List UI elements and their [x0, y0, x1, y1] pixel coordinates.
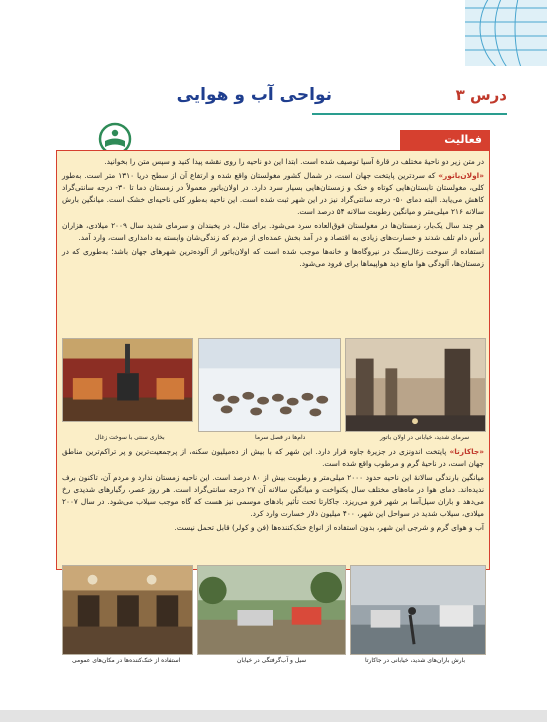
activity-text-jakarta	[62, 446, 484, 536]
jakarta-cooling-paragraph: آب و هوای گرم و شرجی این شهر، بدون استفاده از انواع خنک‌کننده‌ها (فن و کولر) قابل تحمل نیست.	[174, 523, 484, 532]
intro-paragraph: در متن زیر دو ناحیهٔ مختلف در قارهٔ آسیا توصیف شده است. ابتدا این دو ناحیه را روی نقشه پیدا کنید و سپس متن را بخوانید.	[104, 157, 484, 166]
caption-fan-hall: استفاده از خنک‌کننده‌ها در مکان‌های عمومی	[72, 657, 181, 664]
photo-flood-street	[197, 565, 346, 655]
caption-rain-street: بارش باران‌های شدید، خیابانی در جاکارتا	[365, 657, 466, 664]
ulaanbaatar-lead: که سرد‌ترین پایتخت جهان است، در شمال	[300, 171, 439, 180]
photo-stove-interior	[62, 338, 193, 422]
jakarta-body: شهر که با بیش از ده‌میلیون سکنه، از پرجمعیت‌ترین و پر تراکم‌ترین مناطق جهان است، در ناحیهٔ گرم و مرطوب واقع شده است.	[62, 447, 484, 468]
jakarta-climate-paragraph: میانگین بارندگی سالانهٔ این ناحیه حدود ۲۰۰۰ میلی‌متر و رطوبت بیش از ۸۰ درصد است. این ناحیه زمستان ندارد و مردم آن، تاکنون برف ندیده‌اند. دمای هوا در ماه‌های مختلف سال یکنواخت و میانگین سالانه آن ۲۷ درجه سانتی‌گراد است. هر روز عصر، رگبارهای شدیدی رخ می‌دهد و باران سیل‌آسا بر شهر فرو می‌ریزد. جاکارتا تحت تأثیر بادهای موسمی نیز هست که گاه موجب سیلاب می‌شود. در سال ۲۰۰۷ میلادی، سیلاب شدید در سواحل این شهر، ۴۰۰ میلیون دلار خسارت وارد کرد.	[62, 473, 484, 518]
ulaanbaatar-highlight: «اولان‌باتور»	[438, 171, 484, 180]
ulaanbaatar-climate-paragraph	[62, 170, 484, 218]
photo-rain-street	[350, 565, 486, 655]
globe-grid-icon	[465, 0, 547, 66]
ulaanbaatar-winter-paragraph: هر چند سال یک‌بار، زمستان‌ها در مغولستان فوق‌العاده سرد می‌شود. برای مثال، در یخبندان و سرمای شدید سال ۲۰۰۹ میلادی، هزاران رأس دام تلف شدند و خسارت‌های زیادی به اقتصاد و در آمد بخش عمده‌ای از مردم که زندگی‌شان وابسته به دامداری است، وارد آمد.	[62, 221, 484, 242]
lesson-number: درس ۳	[455, 86, 507, 104]
activity-text-ulaanbaatar	[62, 156, 484, 272]
jakarta-highlight: «جاکارتا»	[449, 447, 485, 456]
ulaanbaatar-body: کشور مغولستان واقع شده و ارتفاع آن از سطح دریا ۱۳۱۰ متر است. به‌طور کلی، مغولستان تابستان‌هایی کوتاه و خنک و زمستان‌هایی بسیار سرد دارد. در اولان‌باتور معمولاً در زمستان دما تا ۳۰- درجه سانتی‌گراد کاهش می‌یابد. البته دمای ۵۰- درجه سانتی‌گراد نیز در این شهر ثبت شده است. این ناحیه به‌طور کلی ناحیه‌ای خشک است. میانگین بارش سالانه ۲۱۶ میلی‌متر و میانگین رطوبت سالانه ۵۴ درصد است.	[62, 171, 485, 216]
ulaanbaatar-pollution-paragraph: استفاده از سوخت زغال‌سنگ در نیروگاه‌ها و خانه‌ها موجب شده است که اولان‌باتور از آلوده‌ترین شهرهای جهان باشد؛ به‌طوری که در زمستان‌ها، آلودگی هوا مانع دید هواپیماها برای فرود می‌شود.	[62, 247, 484, 268]
lesson-title: نواحی آب و هوایی	[176, 85, 332, 105]
caption-city-smog: سرمای شدید، خیابانی در اولان باتور	[380, 434, 470, 441]
photo-city-smog	[345, 338, 486, 432]
jakarta-lead: پایتخت اندونزی در جزیرهٔ جاوه قرار دارد. این	[299, 447, 450, 456]
header-divider	[312, 113, 507, 115]
lesson-header	[176, 85, 507, 114]
caption-herd-snow: دام‌ها در فصل سرما	[255, 434, 306, 441]
page-footer-bar	[0, 710, 547, 722]
activity-label: فعالیت	[400, 130, 490, 150]
photo-fan-hall	[62, 565, 193, 655]
caption-flood-street: سیل و آب‌گرفتگی در خیابان	[237, 657, 307, 664]
photo-herd-snow	[198, 338, 341, 432]
caption-stove-interior: بخاری سنتی با سوخت زغال	[95, 434, 165, 441]
jakarta-intro-paragraph	[62, 446, 484, 470]
